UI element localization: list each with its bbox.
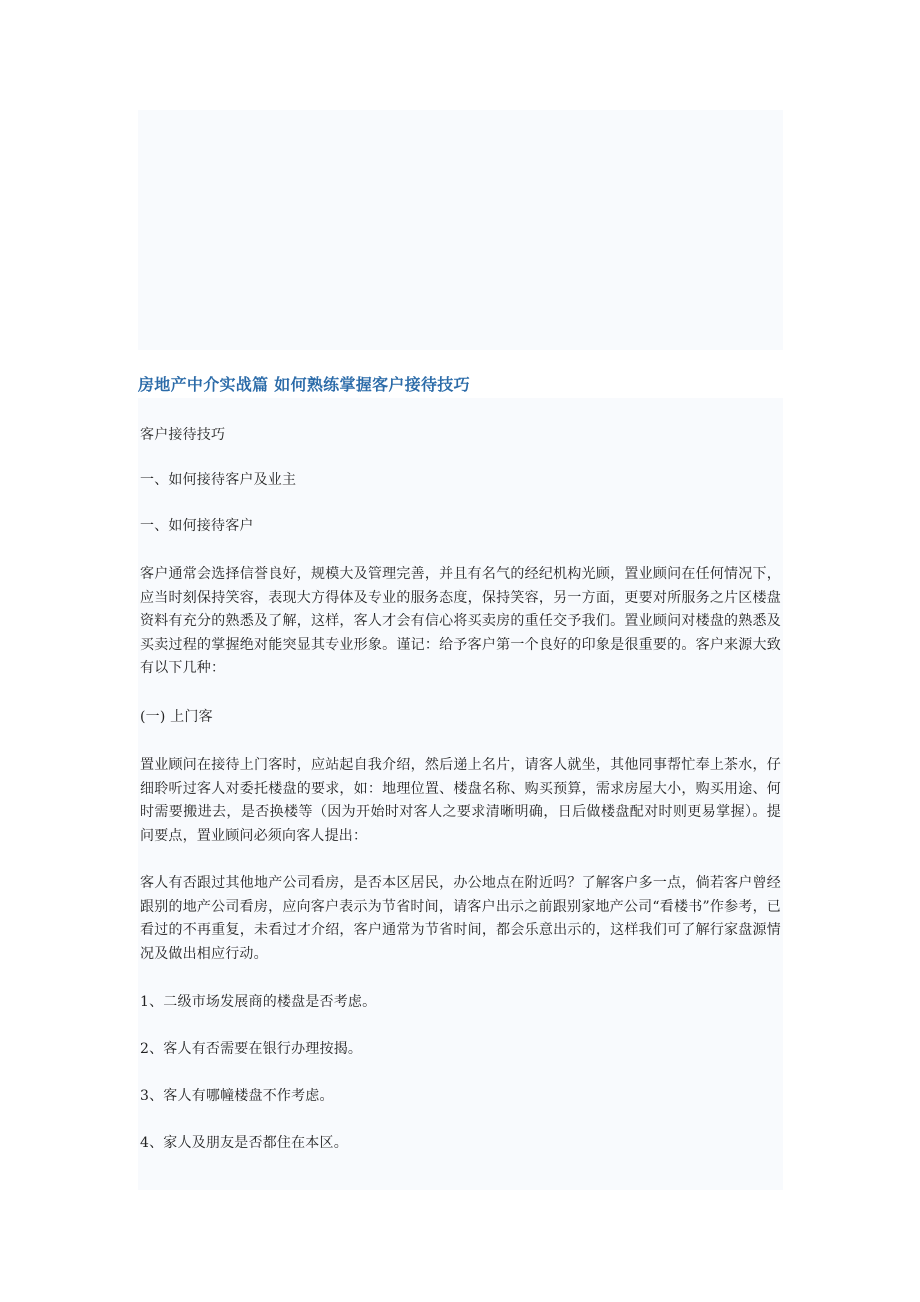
paragraph-8: 1、二级市场发展商的楼盘是否考虑。 bbox=[140, 994, 377, 1010]
paragraph-6: 置业顾问在接待上门客时，应站起自我介绍，然后递上名片，请客人就坐，其他同事帮忙奉上茶水，仔细聆听过客人对委托楼盘的要求，如：地理位置、楼盘名称、购买预算，需求房屋大小，购买用途、何时需要搬进去，是否换楼等（因为开始时对客人之要求清晰明确，日后做楼盘配对时则更易掌握）。提问要点，置业顾问必须向客人提出： bbox=[140, 757, 781, 844]
paragraph-2: 一、如何接待客户及业主 bbox=[140, 472, 297, 488]
paragraph-3: 一、如何接待客户 bbox=[140, 518, 254, 534]
article-title: 房地产中介实战篇 如何熟练掌握客户接待技巧 bbox=[138, 375, 470, 394]
paragraph-4: 客户通常会选择信誉良好，规模大及管理完善，并且有名气的经纪机构光顾，置业顾问在任何情况下，应当时刻保持笑容，表现大方得体及专业的服务态度，保持笑容，另一方面，更要对所服务之片区楼盘资料有充分的熟悉及了解，这样，客人才会有信心将买卖房的重任交予我们。置业顾问对楼盘的熟悉及买卖过程的掌握绝对能突显其专业形象。谨记：给予客户第一个良好的印象是很重要的。客户来源大致有以下几种： bbox=[140, 566, 781, 676]
top-placeholder-panel bbox=[138, 110, 783, 350]
paragraph-5: (一) 上门客 bbox=[140, 709, 213, 725]
paragraph-9: 2、客人有否需要在银行办理按揭。 bbox=[140, 1041, 363, 1057]
paragraph-11: 4、家人及朋友是否都住在本区。 bbox=[140, 1135, 348, 1151]
paragraph-10: 3、客人有哪幢楼盘不作考虑。 bbox=[140, 1088, 334, 1104]
paragraph-1: 客户接待技巧 bbox=[140, 427, 226, 443]
paragraph-7: 客人有否跟过其他地产公司看房，是否本区居民，办公地点在附近吗？了解客户多一点，倘若客户曾经跟别的地产公司看房，应向客户表示为节省时间，请客户出示之前跟别家地产公司“看楼书”作参考，已看过的不再重复，未看过才介绍，客户通常为节省时间，都会乐意出示的，这样我们可了解行家盘源情况及做出相应行动。 bbox=[140, 875, 781, 962]
article-body bbox=[138, 398, 783, 1190]
